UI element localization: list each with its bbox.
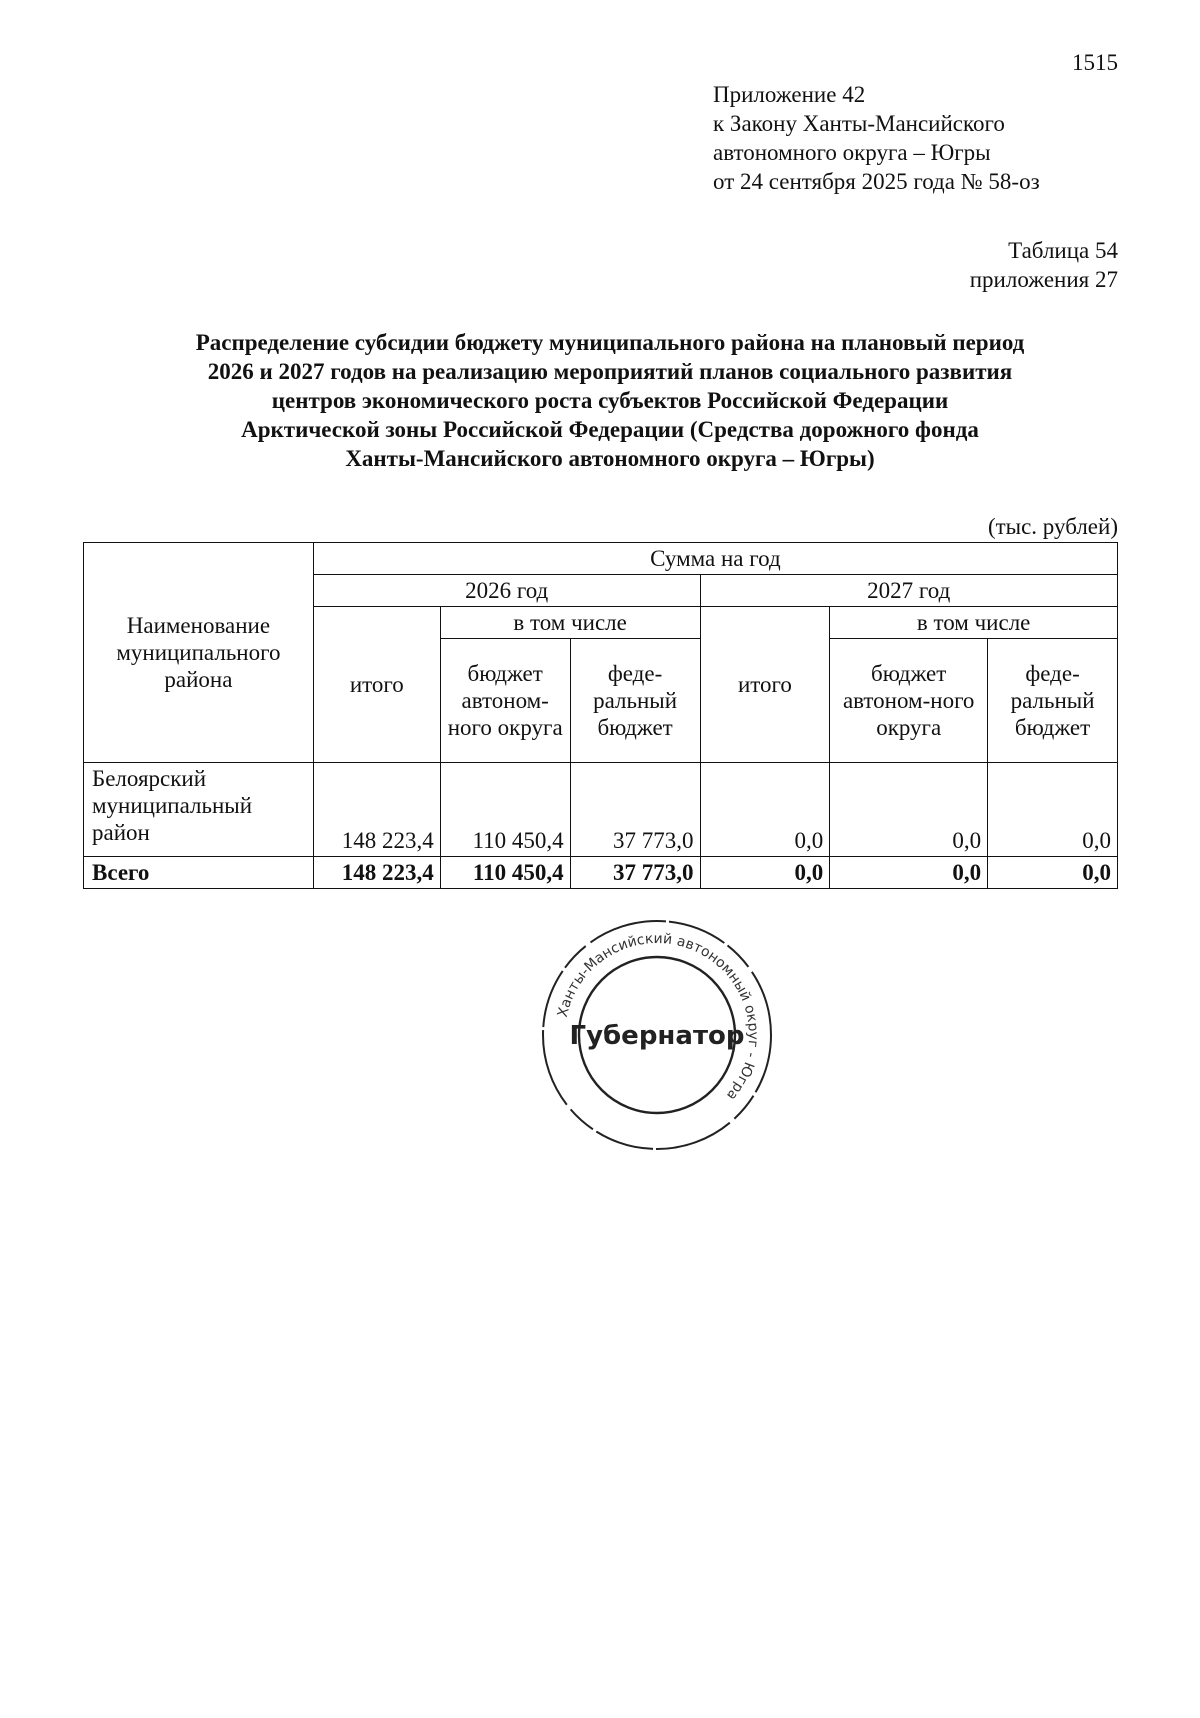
total-label: Всего [84, 857, 314, 889]
row-value: 37 773,0 [570, 763, 700, 857]
total-value: 110 450,4 [440, 857, 570, 889]
subsidy-table [83, 542, 1118, 889]
header-including-2027: в том числе [830, 607, 1118, 639]
total-value: 0,0 [700, 857, 830, 889]
row-value: 0,0 [700, 763, 830, 857]
header-including-2026: в том числе [440, 607, 700, 639]
appendix-line: к Закону Ханты-Мансийского [713, 111, 1005, 136]
stamp-center-text: Губернатор [569, 1021, 745, 1051]
table-row [84, 763, 1118, 857]
title-line: Арктической зоны Российской Федерации (Средства дорожного фонда [241, 417, 979, 442]
appendix-line: автономного округа – Югры [713, 140, 991, 165]
row-value: 0,0 [830, 763, 988, 857]
header-okrug-budget-2026: бюджет автоном-ного округа [440, 639, 570, 763]
table-reference [970, 236, 1118, 294]
total-value: 0,0 [830, 857, 988, 889]
row-value: 0,0 [988, 763, 1118, 857]
total-value: 37 773,0 [570, 857, 700, 889]
stamp-ring-text: Ханты-Мансийский автономный округ - Югра [554, 930, 762, 1104]
document-title [120, 328, 1100, 473]
title-line: центров экономического роста субъектов Российской Федерации [271, 388, 949, 413]
header-sum-per-year: Сумма на год [313, 543, 1117, 575]
header-okrug-budget-2027: бюджет автоном-ного округа [830, 639, 988, 763]
appendix-line: от 24 сентября 2025 года № 58-оз [713, 169, 1040, 194]
title-line: Ханты-Мансийского автономного округа – Югры) [345, 446, 875, 471]
table-reference-line: приложения 27 [969, 267, 1118, 292]
title-line: Распределение субсидии бюджету муниципального района на плановый период [195, 330, 1025, 355]
row-value: 110 450,4 [440, 763, 570, 857]
table-reference-line: Таблица 54 [1008, 238, 1118, 263]
header-year-2027: 2027 год [700, 575, 1117, 607]
total-row [84, 857, 1118, 889]
header-year-2026: 2026 год [313, 575, 700, 607]
appendix-line: Приложение 42 [713, 82, 866, 107]
total-value: 0,0 [988, 857, 1118, 889]
header-federal-budget-2027: феде-ральный бюджет [988, 639, 1118, 763]
header-total-2026: итого [313, 607, 440, 763]
units-label: (тыс. рублей) [987, 514, 1118, 539]
appendix-reference [713, 80, 1040, 196]
total-value: 148 223,4 [313, 857, 440, 889]
title-line: 2026 и 2027 годов на реализацию мероприятий планов социального развития [207, 359, 1013, 384]
header-municipality-name: Наименование муниципального района [84, 543, 314, 763]
header-total-2027: итого [700, 607, 830, 763]
row-value: 148 223,4 [313, 763, 440, 857]
row-municipality-name: Белоярский муниципальный район [84, 763, 314, 857]
page-number: 1515 [1072, 50, 1118, 75]
governor-stamp [540, 918, 774, 1152]
header-federal-budget-2026: феде-ральный бюджет [570, 639, 700, 763]
